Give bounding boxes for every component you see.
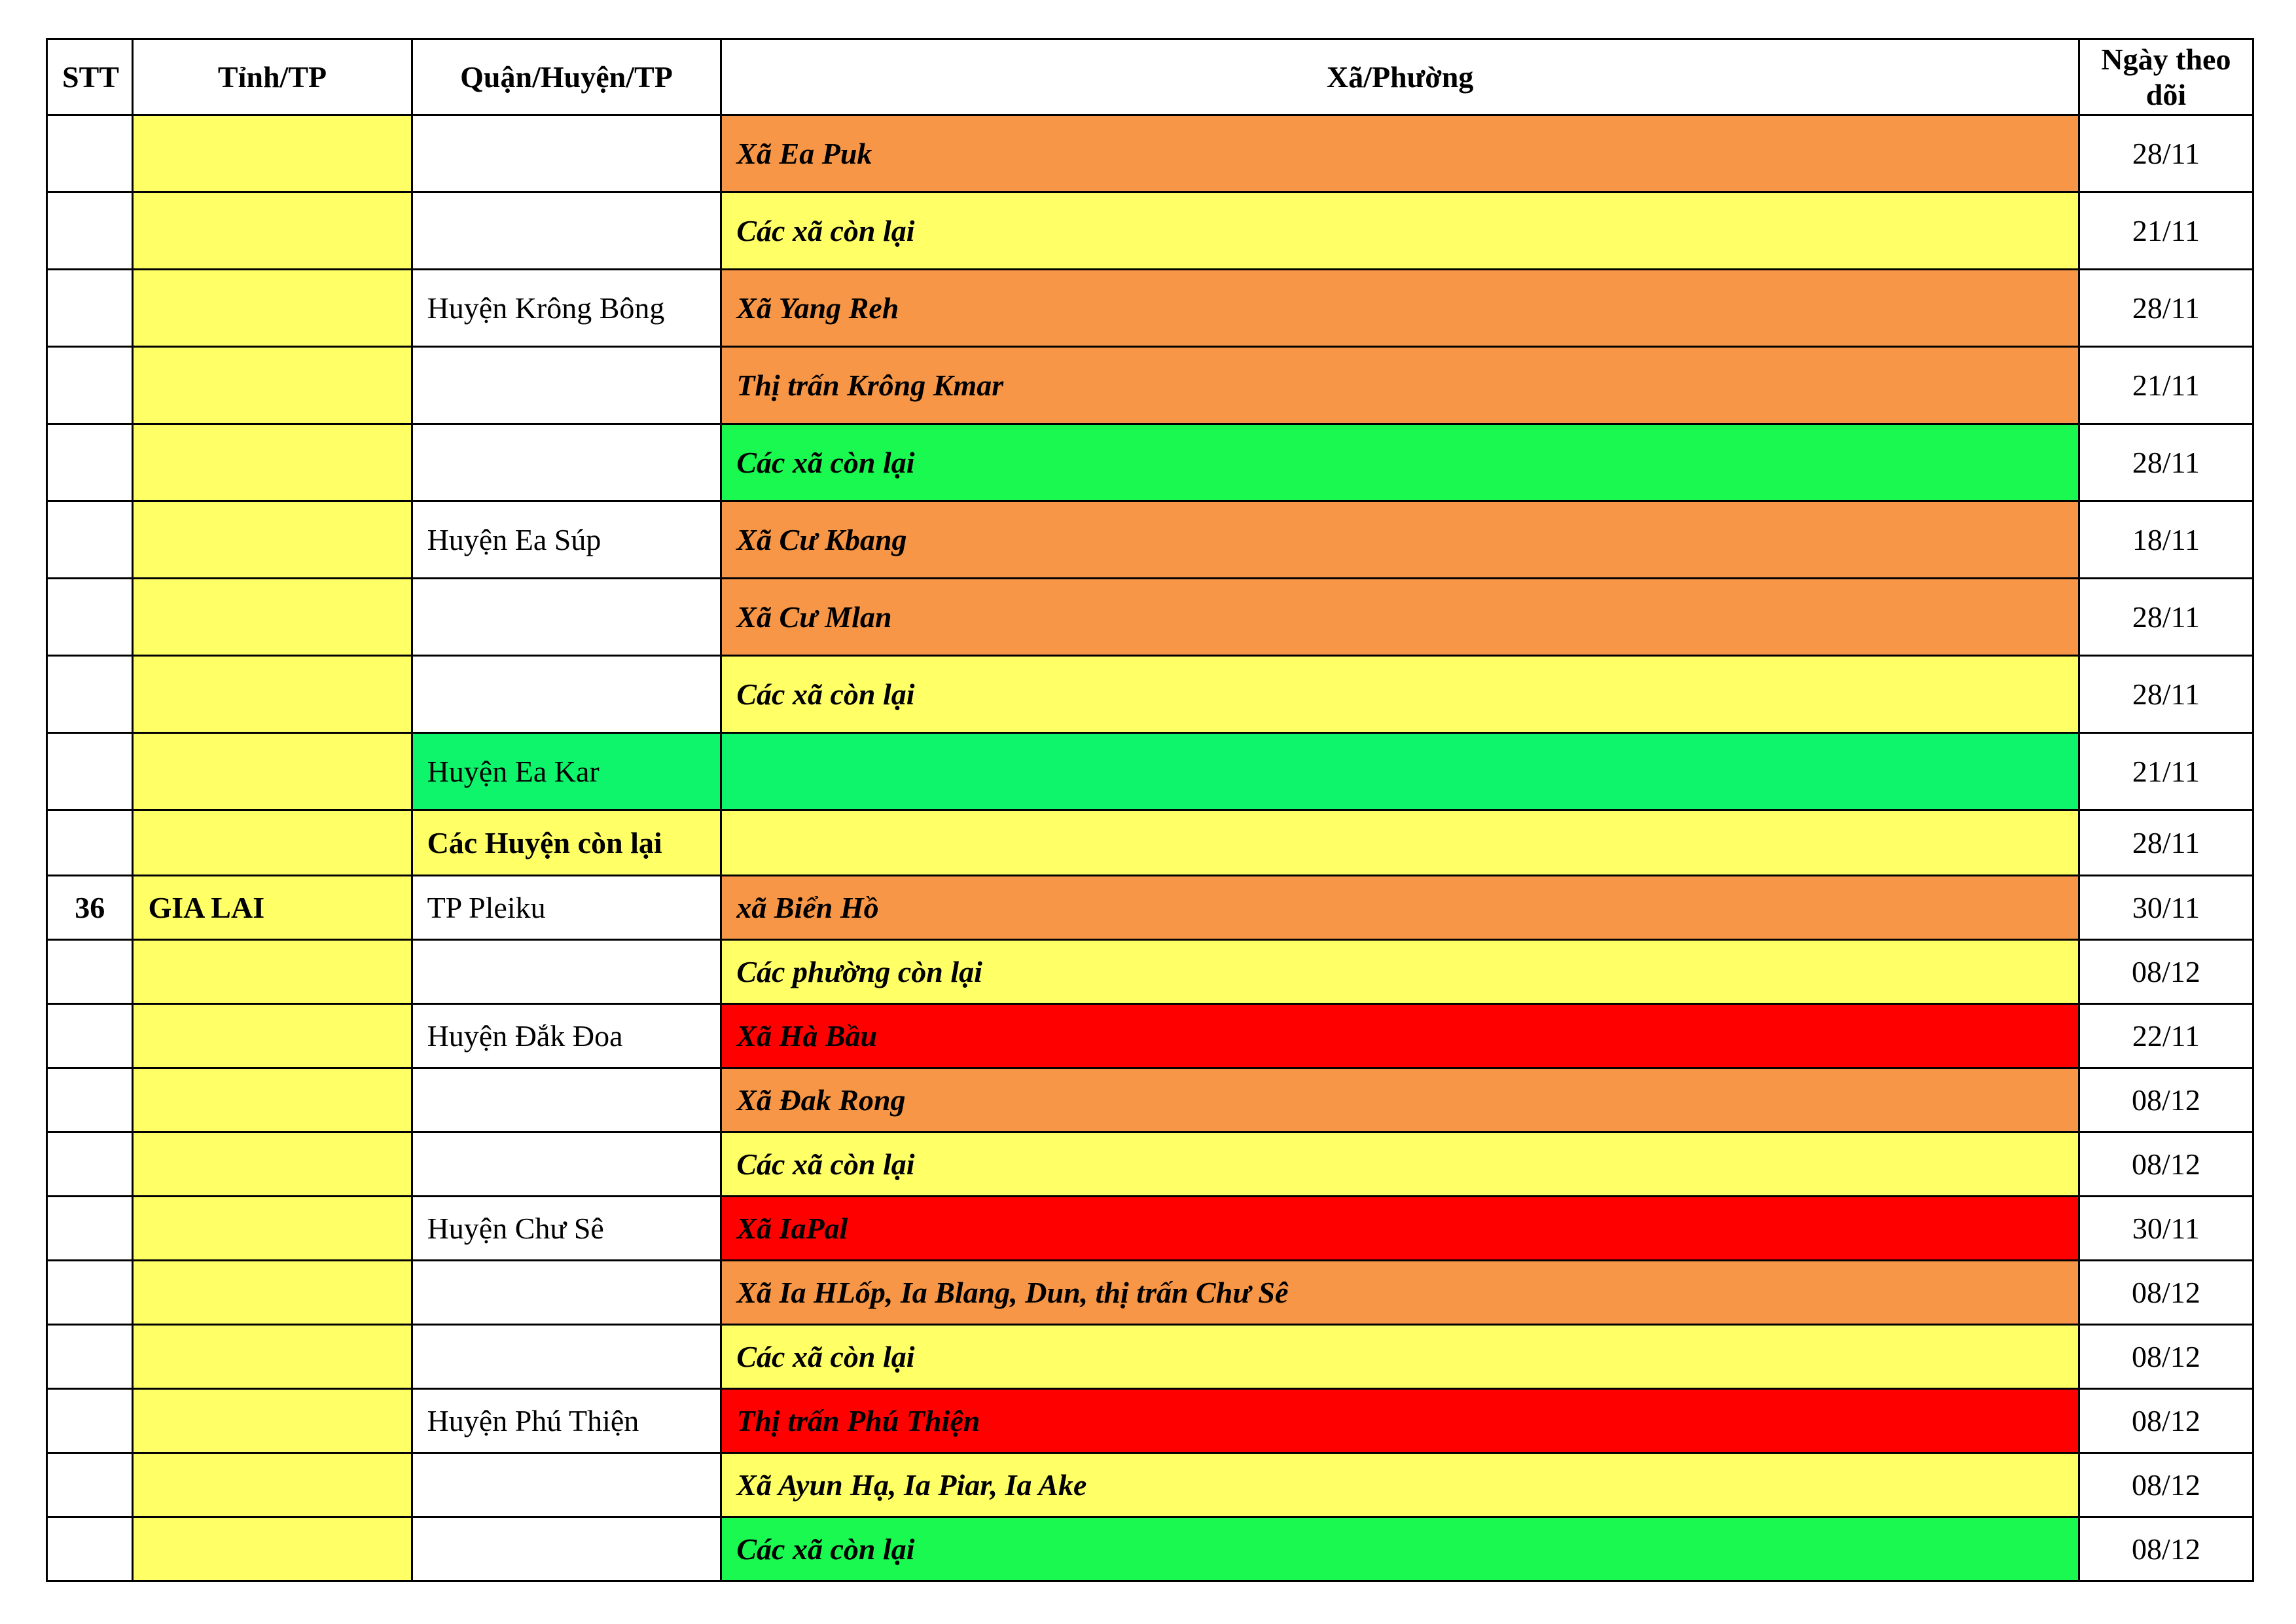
ward-cell: Các xã còn lại <box>721 192 2079 270</box>
ward-cell: Xã Ia HLốp, Ia Blang, Dun, thị trấn Chư Sê <box>721 1261 2079 1325</box>
province-cell <box>133 192 412 270</box>
ward-cell: Xã Cư Kbang <box>721 501 2079 579</box>
stt-cell: 36 <box>47 876 133 940</box>
ward-cell: Xã Yang Reh <box>721 270 2079 347</box>
province-cell <box>133 1197 412 1261</box>
ward-cell: Các xã còn lại <box>721 1132 2079 1197</box>
date-cell: 22/11 <box>2079 1004 2253 1068</box>
table-row <box>47 1517 2253 1581</box>
district-cell: TP Pleiku <box>412 876 721 940</box>
district-cell: Huyện Phú Thiện <box>412 1389 721 1453</box>
table-row <box>47 1261 2253 1325</box>
header-date-line2: dõi <box>2145 77 2187 111</box>
date-cell: 08/12 <box>2079 1261 2253 1325</box>
district-cell <box>412 1132 721 1197</box>
province-cell <box>133 1453 412 1517</box>
ward-cell: Thị trấn Phú Thiện <box>721 1389 2079 1453</box>
table-row <box>47 270 2253 347</box>
date-cell: 30/11 <box>2079 1197 2253 1261</box>
province-cell <box>133 115 412 192</box>
stt-cell <box>47 347 133 424</box>
ward-cell: Các phường còn lại <box>721 940 2079 1004</box>
ward-cell: Các xã còn lại <box>721 656 2079 733</box>
stt-cell <box>47 1453 133 1517</box>
district-cell: Huyện Krông Bông <box>412 270 721 347</box>
ward-cell: Xã Ayun Hạ, Ia Piar, Ia Ake <box>721 1453 2079 1517</box>
ward-cell <box>721 733 2079 810</box>
table-row <box>47 1004 2253 1068</box>
district-cell: Các Huyện còn lại <box>412 810 721 876</box>
header-ward: Xã/Phường <box>721 39 2079 115</box>
stt-cell <box>47 1325 133 1389</box>
table-row <box>47 656 2253 733</box>
table-row <box>47 501 2253 579</box>
province-cell <box>133 501 412 579</box>
table-row <box>47 424 2253 501</box>
date-cell: 08/12 <box>2079 1068 2253 1132</box>
stt-cell <box>47 940 133 1004</box>
district-cell <box>412 1068 721 1132</box>
date-cell: 28/11 <box>2079 424 2253 501</box>
district-cell <box>412 192 721 270</box>
header-province: Tỉnh/TP <box>133 39 412 115</box>
district-cell <box>412 1325 721 1389</box>
stt-cell <box>47 1004 133 1068</box>
header-row <box>47 39 2253 115</box>
province-cell <box>133 270 412 347</box>
ward-cell: Xã IaPal <box>721 1197 2079 1261</box>
table-row <box>47 1389 2253 1453</box>
province-cell <box>133 1389 412 1453</box>
header-stt: STT <box>47 39 133 115</box>
date-cell: 21/11 <box>2079 347 2253 424</box>
ward-cell <box>721 810 2079 876</box>
district-cell <box>412 347 721 424</box>
header-district: Quận/Huyện/TP <box>412 39 721 115</box>
date-cell: 28/11 <box>2079 579 2253 656</box>
stt-cell <box>47 1389 133 1453</box>
ward-cell: Xã Ea Puk <box>721 115 2079 192</box>
date-cell: 28/11 <box>2079 270 2253 347</box>
table-row <box>47 733 2253 810</box>
district-cell <box>412 1517 721 1581</box>
stt-cell <box>47 1132 133 1197</box>
province-cell <box>133 940 412 1004</box>
date-cell: 21/11 <box>2079 192 2253 270</box>
table-row <box>47 1068 2253 1132</box>
district-cell <box>412 1453 721 1517</box>
date-cell: 18/11 <box>2079 501 2253 579</box>
province-cell <box>133 733 412 810</box>
stt-cell <box>47 1068 133 1132</box>
province-cell: GIA LAI <box>133 876 412 940</box>
table-row <box>47 1453 2253 1517</box>
header-date <box>2079 39 2253 115</box>
ward-cell: Xã Đak Rong <box>721 1068 2079 1132</box>
province-cell <box>133 579 412 656</box>
table-row <box>47 192 2253 270</box>
district-cell: Huyện Chư Sê <box>412 1197 721 1261</box>
table-row <box>47 876 2253 940</box>
province-cell <box>133 1261 412 1325</box>
ward-cell: xã Biển Hồ <box>721 876 2079 940</box>
date-cell: 30/11 <box>2079 876 2253 940</box>
date-cell: 08/12 <box>2079 1517 2253 1581</box>
date-cell: 28/11 <box>2079 115 2253 192</box>
table-body <box>47 115 2253 1581</box>
district-cell <box>412 579 721 656</box>
date-cell: 08/12 <box>2079 1389 2253 1453</box>
stt-cell <box>47 192 133 270</box>
ward-cell: Thị trấn Krông Kmar <box>721 347 2079 424</box>
stt-cell <box>47 424 133 501</box>
table-row <box>47 1325 2253 1389</box>
header-date-line1: Ngày theo <box>2101 42 2231 76</box>
ward-cell: Các xã còn lại <box>721 424 2079 501</box>
date-cell: 08/12 <box>2079 1453 2253 1517</box>
province-cell <box>133 1068 412 1132</box>
stt-cell <box>47 1261 133 1325</box>
table-row <box>47 115 2253 192</box>
table-row <box>47 1132 2253 1197</box>
date-cell: 08/12 <box>2079 1132 2253 1197</box>
stt-cell <box>47 1197 133 1261</box>
stt-cell <box>47 1517 133 1581</box>
table-row <box>47 940 2253 1004</box>
date-cell: 21/11 <box>2079 733 2253 810</box>
zone-table <box>46 38 2254 1582</box>
province-cell <box>133 656 412 733</box>
stt-cell <box>47 270 133 347</box>
province-cell <box>133 347 412 424</box>
date-cell: 08/12 <box>2079 1325 2253 1389</box>
table-row <box>47 347 2253 424</box>
stt-cell <box>47 501 133 579</box>
ward-cell: Xã Hà Bầu <box>721 1004 2079 1068</box>
ward-cell: Các xã còn lại <box>721 1325 2079 1389</box>
district-cell <box>412 940 721 1004</box>
date-cell: 28/11 <box>2079 810 2253 876</box>
stt-cell <box>47 810 133 876</box>
province-cell <box>133 810 412 876</box>
district-cell <box>412 424 721 501</box>
district-cell <box>412 1261 721 1325</box>
date-cell: 08/12 <box>2079 940 2253 1004</box>
date-cell: 28/11 <box>2079 656 2253 733</box>
stt-cell <box>47 656 133 733</box>
district-cell: Huyện Ea Kar <box>412 733 721 810</box>
province-cell <box>133 1517 412 1581</box>
province-cell <box>133 1004 412 1068</box>
ward-cell: Xã Cư Mlan <box>721 579 2079 656</box>
ward-cell: Các xã còn lại <box>721 1517 2079 1581</box>
province-cell <box>133 1325 412 1389</box>
district-cell <box>412 115 721 192</box>
stt-cell <box>47 733 133 810</box>
district-cell: Huyện Đắk Đoa <box>412 1004 721 1068</box>
table-row <box>47 1197 2253 1261</box>
province-cell <box>133 424 412 501</box>
stt-cell <box>47 579 133 656</box>
table-row <box>47 579 2253 656</box>
district-cell <box>412 656 721 733</box>
table-row <box>47 810 2253 876</box>
district-cell: Huyện Ea Súp <box>412 501 721 579</box>
stt-cell <box>47 115 133 192</box>
province-cell <box>133 1132 412 1197</box>
